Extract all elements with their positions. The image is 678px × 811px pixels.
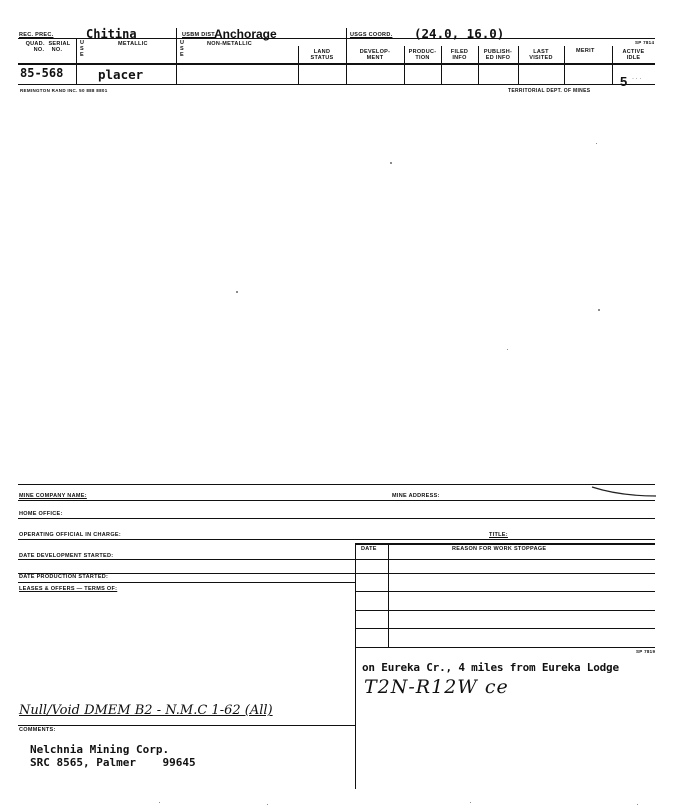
- leases-label: LEASES & OFFERS — TERMS OF:: [19, 586, 118, 592]
- form-code-bottom: SP 7819: [636, 649, 656, 654]
- quad-serial-value: 85-568: [20, 66, 64, 80]
- divider: [176, 28, 177, 84]
- tick-mark: · · ·: [632, 76, 642, 82]
- comments-label: COMMENTS:: [19, 727, 56, 733]
- divider: [18, 484, 655, 485]
- divider: [18, 63, 655, 65]
- home-office-label: HOME OFFICE:: [19, 511, 63, 517]
- development-heading: DEVELOP- MENT: [359, 49, 391, 61]
- usbm-dist-label: USBM DIST.: [182, 32, 217, 38]
- title-label: TITLE:: [489, 532, 508, 538]
- divider: [18, 539, 655, 540]
- use-letters: U S E: [180, 40, 185, 58]
- divider: [388, 543, 389, 647]
- district-name: Chitina: [86, 27, 137, 41]
- pencil-stroke: [590, 484, 658, 498]
- speck: [507, 349, 508, 350]
- handwritten-location: T2N-R12W ce: [364, 676, 509, 698]
- speck: [236, 291, 238, 293]
- speck: [598, 309, 600, 311]
- land-status-heading: LAND STATUS: [310, 49, 334, 61]
- nonmetallic-heading: NON-METALLIC: [207, 41, 253, 47]
- speck: [470, 802, 471, 803]
- mine-company-name-label: MINE COMPANY NAME:: [19, 493, 87, 499]
- divider: [564, 46, 565, 84]
- date-development-label: DATE DEVELOPMENT STARTED:: [19, 553, 114, 559]
- quad-serial-heading: QUAD. SERIAL NO. NO.: [25, 41, 71, 53]
- metallic-value: placer: [98, 67, 144, 82]
- divider: [18, 573, 655, 574]
- active-idle-heading: ACTIVE IDLE: [622, 49, 645, 61]
- divider: [18, 559, 655, 560]
- divider: [18, 84, 655, 85]
- speck: [159, 802, 160, 803]
- filed-info-heading: FILED INFO: [450, 49, 469, 61]
- speck: [267, 804, 268, 805]
- date-production-label: DATE PRODUCTION STARTED:: [19, 574, 109, 580]
- department-name: TERRITORIAL DEPT. OF MINES: [508, 88, 591, 94]
- divider: [355, 543, 356, 789]
- reason-column-label: REASON FOR WORK STOPPAGE: [452, 546, 547, 552]
- speck: [637, 804, 638, 805]
- last-visited-heading: LAST VISITED: [529, 49, 553, 61]
- comments-line-2: SRC 8565, Palmer 99645: [30, 756, 196, 769]
- usbm-dist-value: Anchorage: [214, 27, 277, 41]
- divider: [18, 500, 655, 501]
- speck: [596, 143, 597, 144]
- use-letters: U S E: [80, 40, 85, 58]
- printer-code: REMINGTON RAND INC. 50 888 8801: [20, 88, 108, 93]
- comments-line-1: Nelchnia Mining Corp.: [30, 743, 170, 756]
- divider: [355, 543, 655, 545]
- divider: [355, 591, 655, 592]
- production-heading: PRODUC- TION: [408, 49, 437, 61]
- merit-heading: MERIT: [576, 48, 595, 54]
- divider: [76, 38, 77, 84]
- divider: [18, 582, 355, 583]
- usgs-coord-label: USGS COORD.: [350, 32, 393, 38]
- date-column-label: DATE: [361, 546, 377, 552]
- divider: [355, 628, 655, 629]
- location-text: on Eureka Cr., 4 miles from Eureka Lodge: [362, 661, 619, 674]
- divider: [18, 725, 355, 726]
- mine-address-label: MINE ADDRESS:: [392, 493, 440, 499]
- form-code-top: SP 7814: [635, 40, 655, 45]
- divider: [355, 647, 655, 648]
- operating-official-label: OPERATING OFFICIAL IN CHARGE:: [19, 532, 121, 538]
- metallic-heading: METALLIC: [118, 41, 148, 47]
- divider: [355, 610, 655, 611]
- handwritten-note: Null/Void DMEM B2 - N.M.C 1-62 (All): [19, 703, 273, 718]
- usgs-coord-value: (24.0, 16.0): [414, 26, 505, 41]
- published-info-heading: PUBLISH- ED INFO: [483, 49, 513, 61]
- rec-prec-label: REC. PREC.: [19, 32, 54, 38]
- speck: [390, 162, 392, 164]
- active-idle-mark: 5: [620, 74, 628, 89]
- divider: [18, 518, 655, 519]
